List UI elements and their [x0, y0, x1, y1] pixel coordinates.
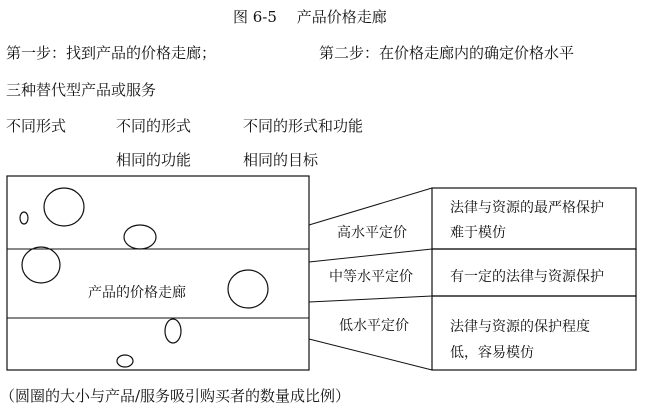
protection-low-line-1: 法律与资源的保护程度 — [450, 319, 590, 335]
buyer-circle — [20, 212, 28, 224]
step-one-text: 第一步：找到产品的价格走廊； — [6, 44, 217, 62]
protection-low-line-2: 低，容易模仿 — [450, 345, 534, 361]
substitute-type-1-label: 不同形式 — [6, 117, 67, 135]
footnote: （圆圈的大小与产品/服务吸引购买者的数量成比例） — [0, 387, 351, 405]
connector-line — [309, 296, 432, 302]
protection-medium-line-1: 有一定的法律与资源保护 — [450, 269, 604, 285]
step-two-text: 第二步：在价格走廊内的确定价格水平 — [319, 44, 575, 62]
substitutes-heading: 三种替代型产品或服务 — [6, 81, 157, 99]
buyer-circle — [22, 247, 60, 283]
figure-title: 图 6-5 产品价格走廊 — [233, 8, 387, 26]
corridor-box — [7, 176, 309, 370]
buyer-circle — [44, 188, 84, 226]
corridor-label: 产品的价格走廊 — [88, 285, 186, 301]
buyer-circle — [124, 225, 156, 249]
connector-line — [309, 339, 432, 370]
substitute-type-3-form: 不同的形式和功能 — [243, 117, 364, 135]
connector-line — [309, 249, 432, 262]
substitute-type-2-form: 不同的形式 — [116, 117, 192, 135]
buyer-circle — [228, 270, 268, 308]
price-level-high: 高水平定价 — [337, 225, 407, 241]
substitute-type-2-function: 相同的功能 — [116, 151, 192, 169]
buyer-circle — [165, 319, 181, 343]
substitute-type-3-goal: 相同的目标 — [243, 151, 319, 169]
price-level-low: 低水平定价 — [339, 318, 409, 334]
protection-high-line-1: 法律与资源的最严格保护 — [450, 200, 604, 216]
connector-line — [309, 188, 432, 225]
buyer-circle — [117, 355, 133, 367]
protection-high-line-2: 难于模仿 — [450, 225, 506, 241]
price-level-medium: 中等水平定价 — [329, 269, 413, 285]
